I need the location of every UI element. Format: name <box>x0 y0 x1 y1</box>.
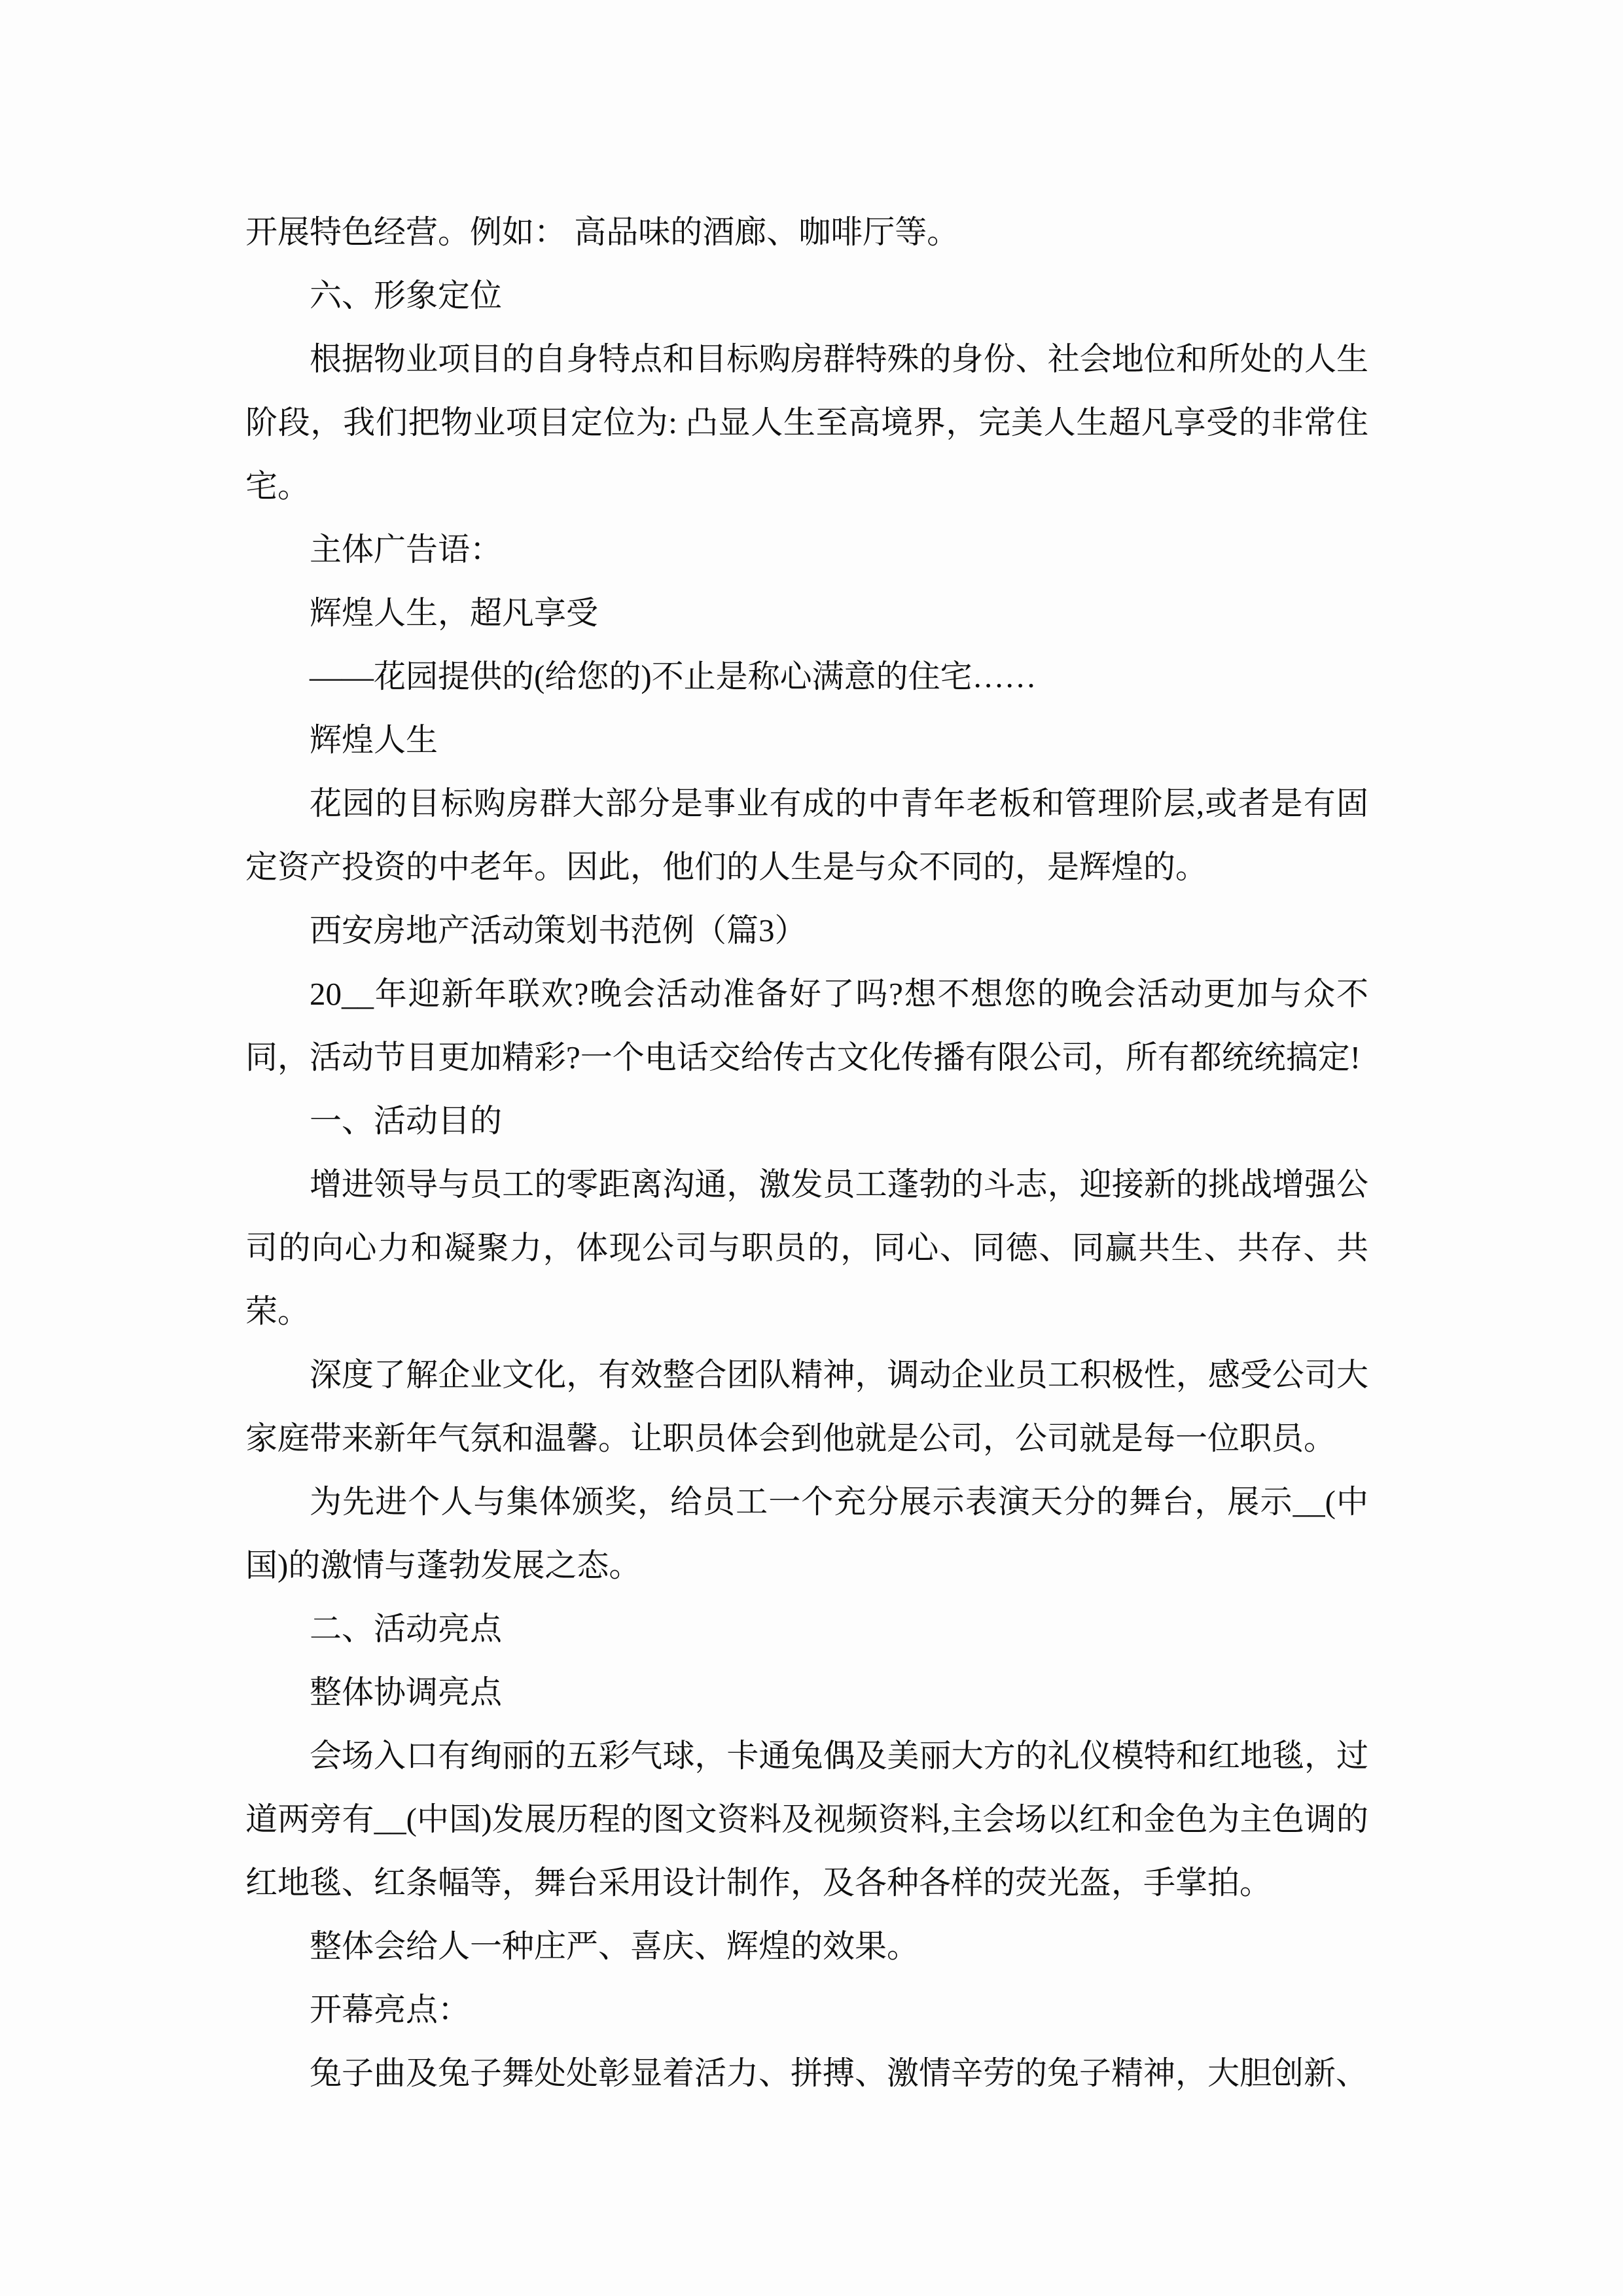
paragraph-1: 开展特色经营。例如： 高品味的酒廊、咖啡厅等。 <box>245 214 959 250</box>
paragraph-16: 整体协调亮点 <box>310 1674 503 1710</box>
paragraph-7: 辉煌人生 <box>310 722 438 758</box>
paragraph-14: 为先进个人与集体颁奖，给员工一个充分展示表演天分的舞台，展示__(中国)的激情与蓬勃发展之态。 <box>245 1484 1368 1583</box>
paragraph-15: 二、活动亮点 <box>310 1611 503 1647</box>
paragraph-11: 一、活动目的 <box>310 1103 503 1139</box>
paragraph-20: 兔子曲及兔子舞处处彰显着活力、拼搏、激情辛劳的兔子精神，大胆创新、 <box>310 2055 1368 2091</box>
paragraph-2: 六、形象定位 <box>310 278 503 314</box>
paragraph-19: 开幕亮点： <box>310 1992 471 2028</box>
paragraph-5: 辉煌人生，超凡享受 <box>310 595 599 631</box>
paragraph-17: 会场入口有绚丽的五彩气球，卡通兔偶及美丽大方的礼仪模特和红地毯，过道两旁有__(中国)发展历程的图文资料及视频资料,主会场以红和金色为主色调的红地毯、红条幅等，舞台采用设计制作，及各种各样的荧光盔，手掌拍。 <box>245 1738 1368 1901</box>
paragraph-13: 深度了解企业文化，有效整合团队精神，调动企业员工积极性，感受公司大家庭带来新年气氛和温馨。让职员体会到他就是公司，公司就是每一位职员。 <box>245 1357 1368 1456</box>
paragraph-8: 花园的目标购房群大部分是事业有成的中青年老板和管理阶层,或者是有固定资产投资的中老年。因此，他们的人生是与众不同的，是辉煌的。 <box>245 785 1368 885</box>
paragraph-12: 增进领导与员工的零距离沟通，激发员工蓬勃的斗志，迎接新的挑战增强公司的向心力和凝聚力，体现公司与职员的，同心、同德、同赢共生、共存、共荣。 <box>245 1166 1368 1329</box>
document-text-block <box>245 200 1368 2105</box>
paragraph-18: 整体会给人一种庄严、喜庆、辉煌的效果。 <box>310 1928 919 1964</box>
paragraph-10: 20__年迎新年联欢?晚会活动准备好了吗?想不想您的晚会活动更加与众不同，活动节目更加精彩?一个电话交给传古文化传播有限公司，所有都统统搞定! <box>245 976 1368 1075</box>
paragraph-6: ——花园提供的(给您的)不止是称心满意的住宅…… <box>310 658 1037 694</box>
paragraph-4: 主体广告语： <box>310 531 503 567</box>
paragraph-3: 根据物业项目的自身特点和目标购房群特殊的身份、社会地位和所处的人生阶段，我们把物业项目定位为: 凸显人生至高境界，完美人生超凡享受的非常住宅。 <box>245 341 1368 504</box>
paragraph-9: 西安房地产活动策划书范例（篇3） <box>310 912 807 948</box>
